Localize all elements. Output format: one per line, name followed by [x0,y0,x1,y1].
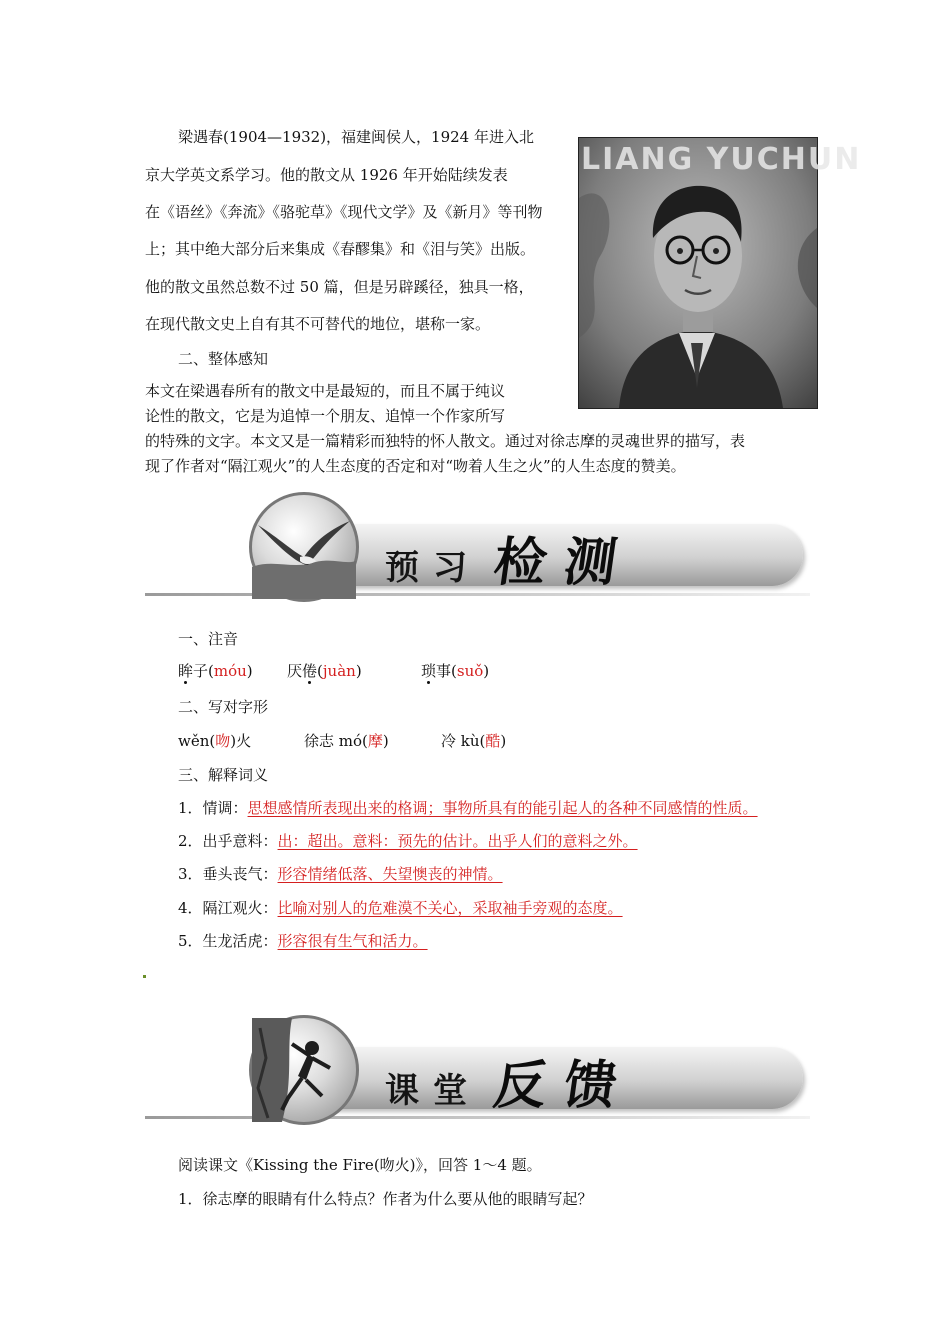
char-answer: 摩 [367,732,383,750]
char-answer: 吻 [215,732,231,750]
body-line: 现了作者对“隔江观火”的人生态度的否定和对“吻着人生之火”的人生态度的赞美。 [145,457,686,475]
banner-rule [145,1116,810,1119]
banner-preview-check [145,490,810,600]
pinyin-answer: móu [213,662,247,680]
body-line: 的特殊的文字。本文又是一篇精彩而独特的怀人散文。通过对徐志摩的灵魂世界的描写，表 [145,432,746,450]
question-1: 1．徐志摩的眼睛有什么特点？作者为什么要从他的眼睛写起？ [178,1190,593,1208]
pinyin-answer: juàn [322,662,356,680]
definition-answer: 形容情绪低落、失望懊丧的神情。 [277,865,503,883]
banner-title-big: 反馈 [490,1055,639,1116]
definition-answer: 形容很有生气和活力。 [277,932,428,950]
dotted-char: 倦 [302,662,318,680]
definition-answer: 出：超出。意料：预先的估计。出乎人们的意料之外。 [277,832,638,850]
ciyi-item: 5．生龙活虎：形容很有生气和活力。 [178,932,428,950]
stray-dot [143,975,146,978]
zhuyin-item: 眸子(móu) [178,662,253,680]
portrait-caption: LIANG YUCHUN [581,142,862,177]
definition-answer: 比喻对别人的危难漠不关心，采取袖手旁观的态度。 [277,899,623,917]
intro-line: 上；其中绝大部分后来集成《春醪集》和《泪与笑》出版。 [145,240,536,258]
ciyi-item: 4．隔江观火：比喻对别人的危难漠不关心，采取袖手旁观的态度。 [178,899,623,917]
section-heading: 二、整体感知 [178,350,269,368]
char-answer: 酷 [485,732,501,750]
banner-title-big: 检测 [490,532,639,593]
zhuyin-item: 琐事(suǒ) [421,662,490,680]
zixing-item: 冷 kù(酷) [441,732,507,750]
banner-class-feedback [145,1013,810,1123]
intro-line: 京大学英文系学习。他的散文从 1926 年开始陆续发表 [145,166,508,184]
reading-instruction: 阅读课文《Kissing the Fire(吻火)》，回答 1～4 题。 [178,1156,542,1174]
ciyi-item: 2．出乎意料：出：超出。意料：预先的估计。出乎人们的意料之外。 [178,832,638,850]
intro-line: 梁遇春(1904—1932)，福建闽侯人，1924 年进入北 [178,128,534,146]
seagull-icon [249,492,359,602]
author-portrait [578,137,862,409]
section-heading: 一、注音 [178,630,239,648]
ciyi-item: 1．情调：思想感情所表现出来的格调；事物所具有的能引起人的各种不同感情的性质。 [178,799,758,817]
intro-line: 他的散文虽然总数不过 50 篇，但是另辟蹊径，独具一格， [145,278,534,296]
zhuyin-item: 厌倦(juàn) [287,662,362,680]
definition-answer: 思想感情所表现出来的格调；事物所具有的能引起人的各种不同感情的性质。 [247,799,758,817]
dotted-char: 琐 [421,662,437,680]
section-heading: 三、解释词义 [178,766,269,784]
dotted-char: 眸 [178,662,194,680]
pinyin-answer: suǒ [456,662,484,680]
zixing-item: 徐志 mó(摩) [304,732,389,750]
intro-line: 在现代散文史上自有其不可替代的地位，堪称一家。 [145,315,491,333]
portrait-illustration [579,138,817,408]
intro-line: 在《语丝》《奔流》《骆驼草》《现代文学》及《新月》等刊物 [145,203,543,221]
zixing-item: wěn(吻)火 [178,732,252,750]
body-line: 本文在梁遇春所有的散文中是最短的，而且不属于纯议 [145,382,506,400]
banner-title-small: 课堂 [385,1071,481,1111]
ciyi-item: 3．垂头丧气：形容情绪低落、失望懊丧的神情。 [178,865,503,883]
climber-icon [249,1015,359,1125]
banner-rule [145,593,810,596]
body-line: 论性的散文，它是为追悼一个朋友、追悼一个作家所写 [145,407,506,425]
banner-title-small: 预习 [385,548,481,588]
section-heading: 二、写对字形 [178,698,269,716]
